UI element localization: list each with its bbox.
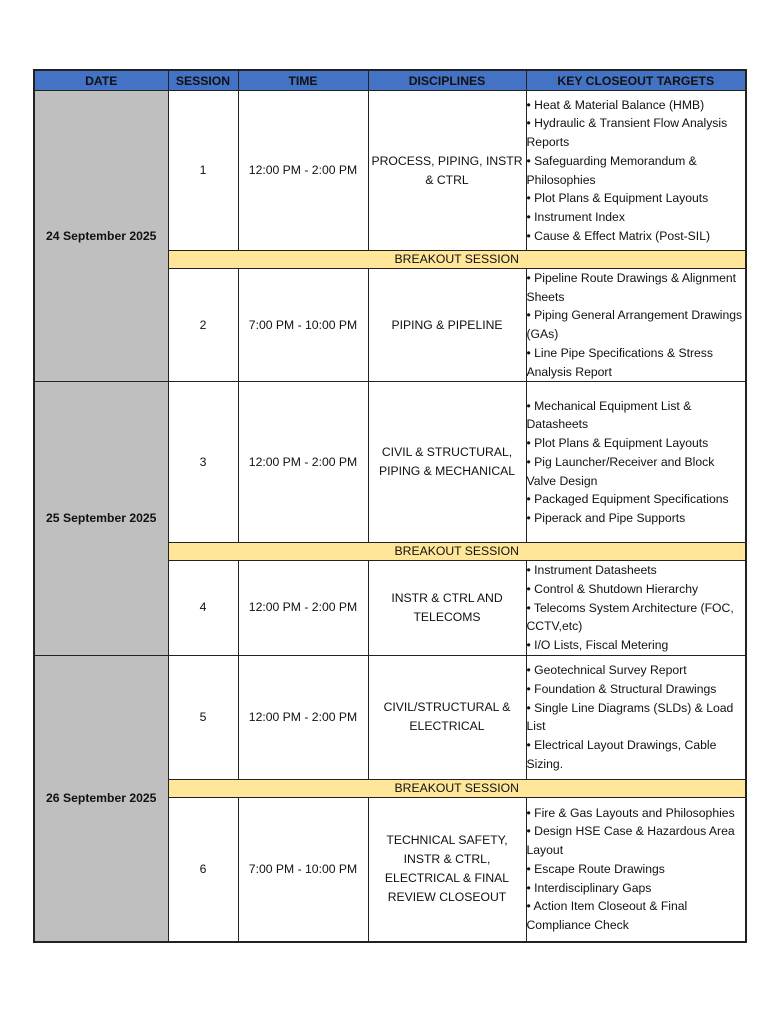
header-row bbox=[34, 70, 746, 91]
target-item: • Pipeline Route Drawings & Alignment Sheets bbox=[526, 271, 737, 304]
session-cell: 5 bbox=[168, 655, 238, 779]
target-item: • Mechanical Equipment List & Datasheets bbox=[526, 398, 692, 432]
schedule-table bbox=[33, 69, 747, 943]
time-cell: 12:00 PM - 2:00 PM bbox=[238, 655, 368, 779]
header-time: TIME bbox=[238, 70, 368, 91]
header-targets: KEY CLOSEOUT TARGETS bbox=[526, 70, 746, 91]
time-cell: 12:00 PM - 2:00 PM bbox=[238, 561, 368, 656]
session-cell: 4 bbox=[168, 561, 238, 656]
target-item: • Safeguarding Memorandum & Philosophies bbox=[526, 153, 697, 187]
target-item: • I/O Lists, Fiscal Metering bbox=[526, 638, 669, 653]
header-date: DATE bbox=[34, 70, 168, 91]
session-cell: 3 bbox=[168, 382, 238, 543]
date-cell: 26 September 2025 bbox=[34, 655, 168, 942]
breakout-label: BREAKOUT SESSION bbox=[168, 543, 746, 561]
target-item: • Telecoms System Architecture (FOC, CCTV,etc) bbox=[526, 600, 734, 634]
disciplines-cell: PIPING & PIPELINE bbox=[368, 269, 526, 382]
target-item: • Interdisciplinary Gaps bbox=[526, 880, 652, 895]
time-cell: 7:00 PM - 10:00 PM bbox=[238, 269, 368, 382]
target-item: • Line Pipe Specifications & Stress Analysis Report bbox=[526, 345, 713, 379]
table-row bbox=[34, 91, 746, 251]
target-item: • Design HSE Case & Hazardous Area Layout bbox=[526, 824, 735, 858]
target-item: • Plot Plans & Equipment Layouts bbox=[526, 191, 709, 206]
session-cell: 1 bbox=[168, 91, 238, 251]
target-item: • Plot Plans & Equipment Layouts bbox=[526, 436, 709, 451]
target-item: • Escape Route Drawings bbox=[526, 861, 665, 876]
targets-cell bbox=[526, 382, 746, 543]
disciplines-cell: TECHNICAL SAFETY, INSTR & CTRL, ELECTRICAL & FINAL REVIEW CLOSEOUT bbox=[368, 797, 526, 942]
target-item: • Piperack and Pipe Supports bbox=[526, 510, 686, 525]
target-item: • Packaged Equipment Specifications bbox=[526, 492, 729, 507]
target-item: • Hydraulic & Transient Flow Analysis Reports bbox=[526, 116, 728, 150]
target-item: • Foundation & Structural Drawings bbox=[526, 681, 717, 696]
target-item: • Pig Launcher/Receiver and Block Valve Design bbox=[526, 454, 715, 488]
table-row bbox=[34, 382, 746, 543]
target-item: • Geotechnical Survey Report bbox=[526, 663, 687, 678]
time-cell: 12:00 PM - 2:00 PM bbox=[238, 91, 368, 251]
target-item: • Action Item Closeout & Final Compliance Check bbox=[526, 899, 688, 932]
target-item: • Instrument Index bbox=[526, 209, 625, 224]
date-cell: 25 September 2025 bbox=[34, 382, 168, 656]
target-item: • Instrument Datasheets bbox=[526, 563, 657, 578]
session-cell: 6 bbox=[168, 797, 238, 942]
targets-cell bbox=[526, 269, 746, 382]
disciplines-cell: CIVIL/STRUCTURAL & ELECTRICAL bbox=[368, 655, 526, 779]
disciplines-cell: INSTR & CTRL AND TELECOMS bbox=[368, 561, 526, 656]
targets-cell bbox=[526, 655, 746, 779]
target-item: • Fire & Gas Layouts and Philosophies bbox=[526, 805, 735, 820]
time-cell: 12:00 PM - 2:00 PM bbox=[238, 382, 368, 543]
breakout-label: BREAKOUT SESSION bbox=[168, 779, 746, 797]
disciplines-cell: CIVIL & STRUCTURAL, PIPING & MECHANICAL bbox=[368, 382, 526, 543]
header-disciplines: DISCIPLINES bbox=[368, 70, 526, 91]
time-cell: 7:00 PM - 10:00 PM bbox=[238, 797, 368, 942]
disciplines-cell: PROCESS, PIPING, INSTR & CTRL bbox=[368, 91, 526, 251]
target-item: • Control & Shutdown Hierarchy bbox=[526, 581, 699, 596]
target-item: • Electrical Layout Drawings, Cable Sizing. bbox=[526, 737, 717, 771]
header-session: SESSION bbox=[168, 70, 238, 91]
date-cell: 24 September 2025 bbox=[34, 91, 168, 382]
target-item: • Single Line Diagrams (SLDs) & Load List bbox=[526, 700, 734, 734]
breakout-label: BREAKOUT SESSION bbox=[168, 251, 746, 269]
session-cell: 2 bbox=[168, 269, 238, 382]
target-item: • Heat & Material Balance (HMB) bbox=[526, 97, 705, 112]
targets-cell bbox=[526, 561, 746, 656]
table-row bbox=[34, 655, 746, 779]
targets-cell bbox=[526, 797, 746, 942]
targets-cell bbox=[526, 91, 746, 251]
target-item: • Piping General Arrangement Drawings (GAs) bbox=[526, 308, 743, 342]
target-item: • Cause & Effect Matrix (Post-SIL) bbox=[526, 228, 711, 243]
